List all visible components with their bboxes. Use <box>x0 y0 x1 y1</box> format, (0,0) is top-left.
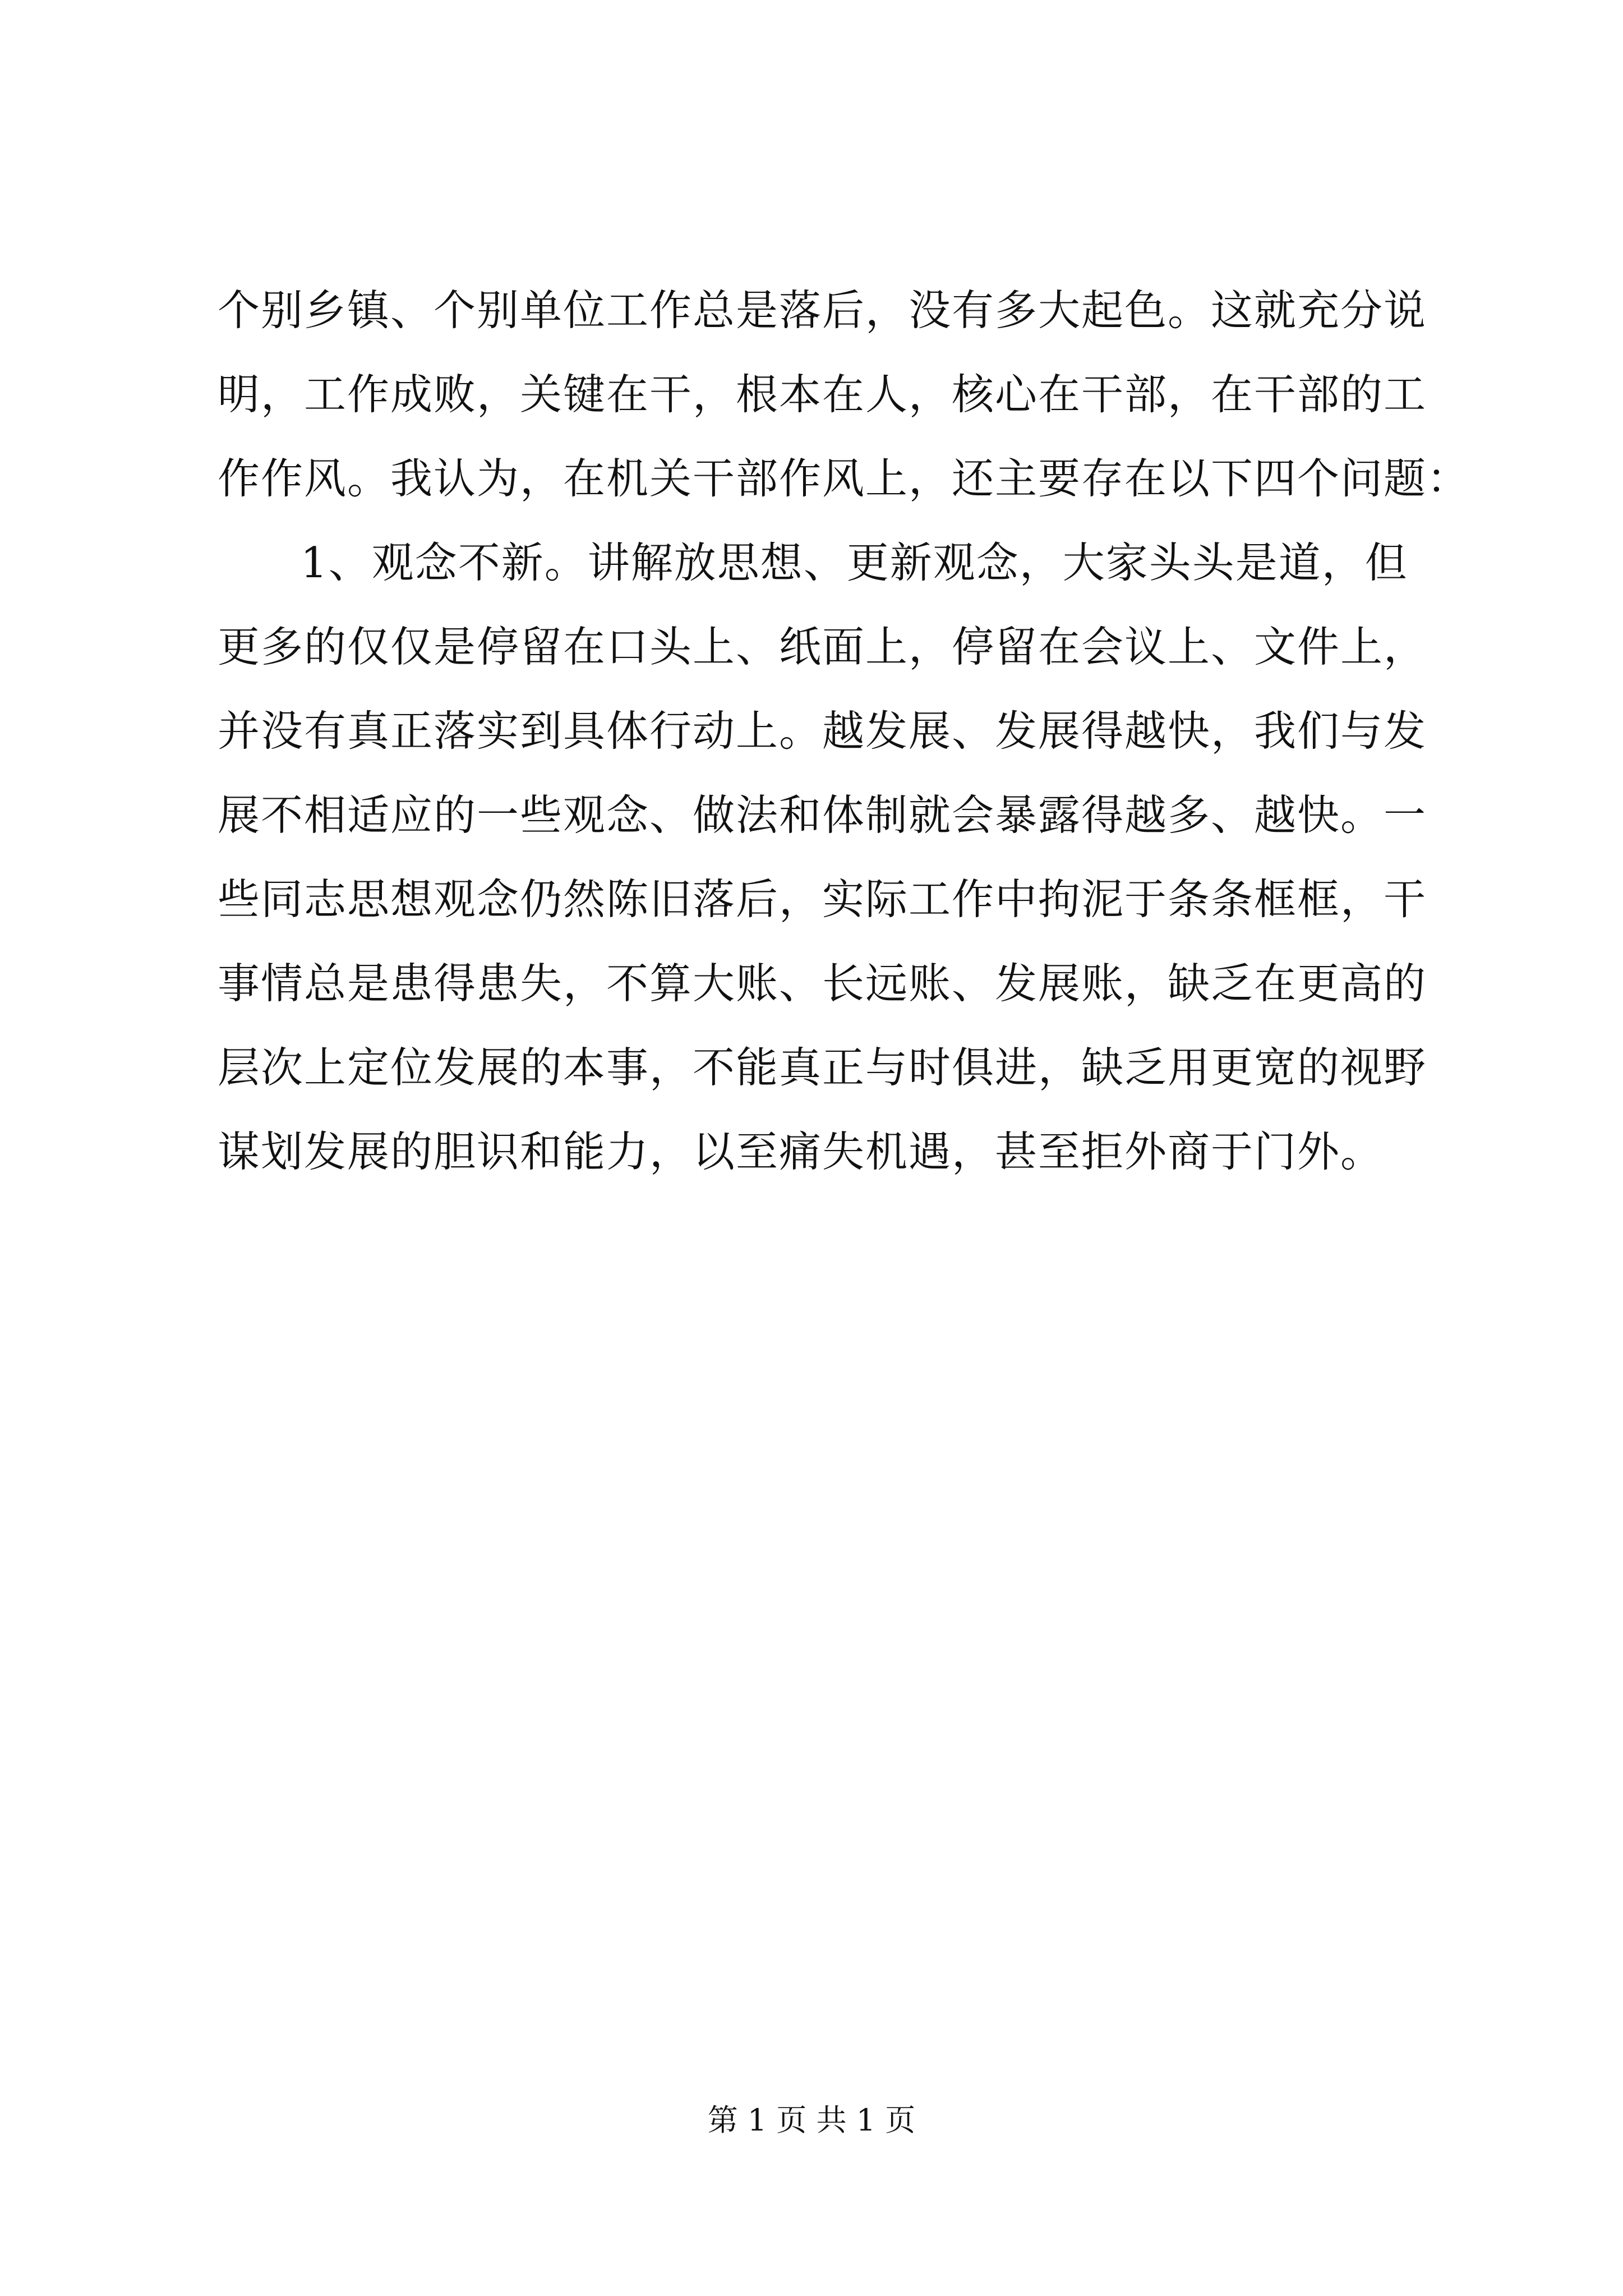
text-line: 1、观念不新。讲解放思想、更新观念，大家头头是道，但 <box>301 538 1408 587</box>
text-line: 事情总是患得患失，不算大账、长远账、发展账，缺乏在更高的 <box>218 959 1427 1008</box>
text-line: 些同志思想观念仍然陈旧落后，实际工作中拘泥于条条框框，干 <box>218 875 1427 924</box>
page-footer <box>0 2098 1623 2143</box>
text-line: 展不相适应的一些观念、做法和体制就会暴露得越多、越快。一 <box>218 790 1427 840</box>
text-line: 谋划发展的胆识和能力，以至痛失机遇，甚至拒外商于门外。 <box>218 1127 1384 1176</box>
document-body <box>218 268 1470 1194</box>
page-number: 第 1 页 共 1 页 <box>707 2102 916 2138</box>
text-line: 个别乡镇、个别单位工作总是落后，没有多大起色。这就充分说 <box>218 286 1427 335</box>
paragraph-2 <box>218 521 1440 1194</box>
text-line: 层次上定位发展的本事，不能真正与时俱进，缺乏用更宽的视野 <box>218 1043 1427 1092</box>
text-line: 作作风。我认为，在机关干部作风上，还主要存在以下四个问题： <box>218 454 1470 503</box>
text-line: 并没有真正落实到具体行动上。越发展、发展得越快，我们与发 <box>218 706 1427 756</box>
paragraph-1 <box>218 268 1470 521</box>
text-line: 明，工作成败，关键在干，根本在人，核心在干部，在干部的工 <box>218 370 1427 419</box>
text-line: 更多的仅仅是停留在口头上、纸面上，停留在会议上、文件上， <box>218 622 1427 671</box>
